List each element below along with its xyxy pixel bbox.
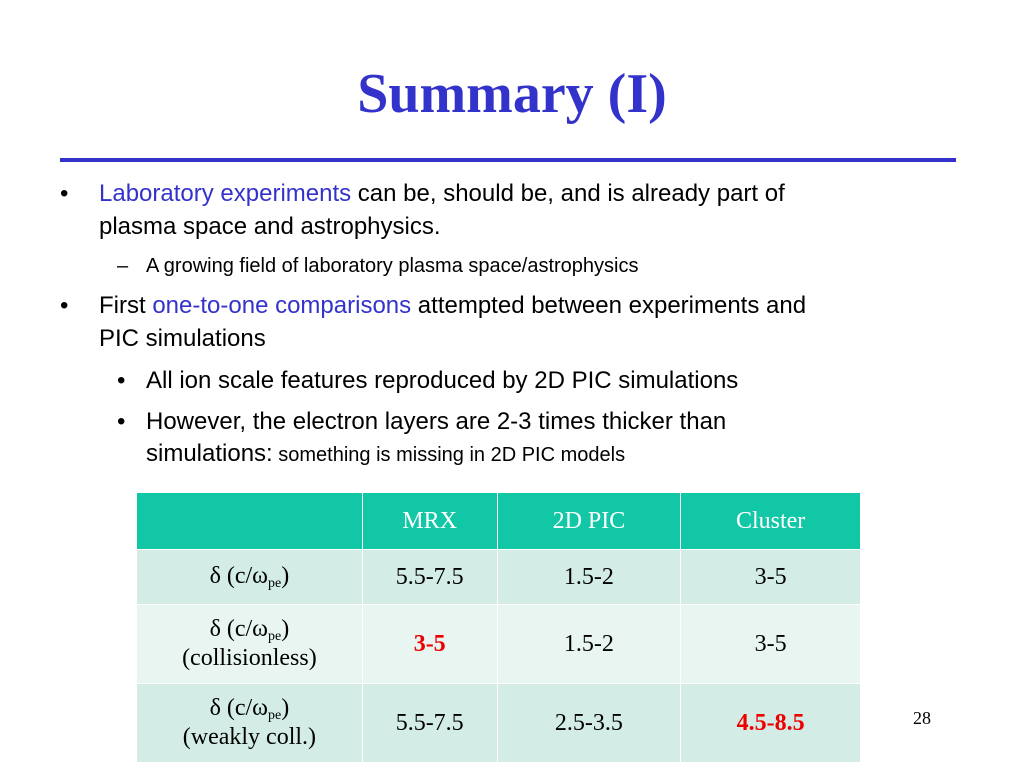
table-cell: 3-5 [681, 550, 861, 605]
row-label-text: δ (c/ω [209, 616, 268, 642]
sub-bullet-2b-line-2 [146, 440, 625, 468]
row-label-close: ) [281, 616, 290, 642]
row-label-subscript: pe [267, 629, 282, 644]
table-cell-highlight: 3-5 [362, 605, 497, 684]
table-header-2d-pic: 2D PIC [497, 493, 681, 550]
bullet-2-accent: one-to-one comparisons [152, 292, 412, 319]
bullet-2-line-1 [99, 292, 806, 320]
table-cell: 5.5-7.5 [362, 550, 497, 605]
bullet-marker: • [60, 292, 69, 319]
row-label [137, 550, 363, 605]
row-label [137, 605, 363, 684]
row-label-qualifier: (collisionless) [182, 645, 317, 671]
row-label-close: ) [281, 562, 290, 589]
table-cell: 3-5 [681, 605, 861, 684]
sub-bullet-marker: • [117, 367, 126, 394]
table-cell-highlight: 4.5-8.5 [681, 684, 861, 763]
table-header-row [137, 493, 861, 550]
sub-bullet-2b-small: something is missing in 2D PIC models [272, 444, 626, 466]
bullet-1-line-2: plasma space and astrophysics. [99, 213, 441, 240]
sub-bullet-1: A growing field of laboratory plasma space/astrophysics [146, 255, 639, 277]
table-cell: 1.5-2 [497, 605, 681, 684]
row-label-subscript: pe [267, 575, 282, 591]
sub-bullet-2b-main: simulations: [146, 440, 273, 467]
comparison-table [136, 492, 861, 763]
row-label-subscript: pe [267, 708, 282, 723]
row-label-qualifier: (weakly coll.) [182, 724, 317, 750]
row-label-text: δ (c/ω [209, 562, 268, 589]
table-row [137, 684, 861, 763]
bullet-marker: • [60, 180, 69, 207]
table-cell: 1.5-2 [497, 550, 681, 605]
page-number: 28 [913, 708, 931, 728]
slide-title: Summary (I) [357, 63, 667, 125]
table-row [137, 550, 861, 605]
table-header-cluster: Cluster [681, 493, 861, 550]
title-divider [60, 158, 956, 162]
bullet-2-line-2: PIC simulations [99, 325, 266, 352]
bullet-1-line-1 [99, 180, 785, 208]
bullet-1-text: can be, should be, and is already part of [351, 180, 785, 207]
row-label-close: ) [281, 695, 290, 721]
sub-bullet-marker: • [117, 408, 126, 435]
bullet-2-text: attempted between experiments and [411, 292, 807, 319]
row-label-text: δ (c/ω [209, 695, 268, 721]
table-header-empty [137, 493, 363, 550]
sub-bullet-2a: All ion scale features reproduced by 2D PIC simulations [146, 367, 739, 394]
sub-bullet-2b-line-1: However, the electron layers are 2-3 times thicker than [146, 408, 727, 435]
table-row [137, 605, 861, 684]
bullet-2-lead: First [99, 292, 153, 319]
table-header-mrx: MRX [362, 493, 497, 550]
table-cell: 5.5-7.5 [362, 684, 497, 763]
sub-bullet-marker: – [117, 255, 129, 277]
bullet-1-accent: Laboratory experiments [99, 180, 352, 207]
table-cell: 2.5-3.5 [497, 684, 681, 763]
row-label [137, 684, 363, 763]
